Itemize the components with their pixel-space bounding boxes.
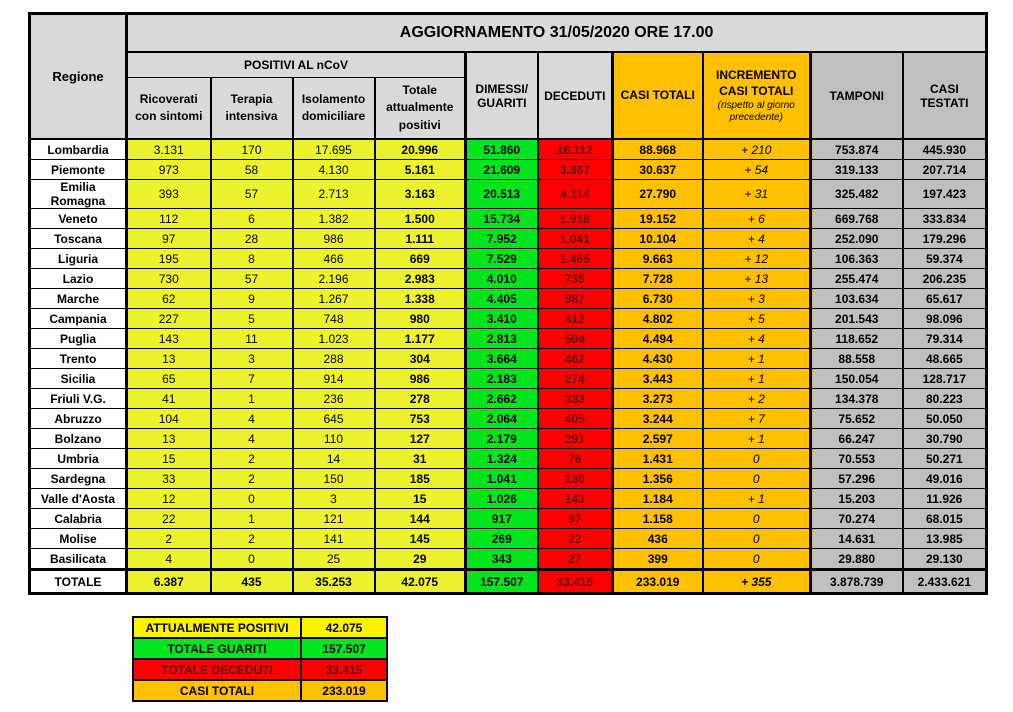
cell-deceduti: 405 [538,409,613,429]
cell-casi-testati: 59.374 [903,249,987,269]
cell-casi-testati: 98.096 [903,309,987,329]
cell-ricoverati-con-sintomi: 12 [127,489,211,509]
cell-casi-testati: 79.314 [903,329,987,349]
region-cell: Liguria [30,249,127,269]
cell-tamponi: 118.652 [811,329,903,349]
cell-terapia-intensiva: 1 [211,389,293,409]
cell-dimessi-guariti: 343 [466,549,538,570]
cell-isolamento-domiciliare: 914 [293,369,375,389]
table-row [30,529,987,549]
table-row [30,180,987,209]
table-row [30,409,987,429]
region-cell: Emilia Romagna [30,180,127,209]
region-cell: Trento [30,349,127,369]
cell-isolamento-domiciliare: 121 [293,509,375,529]
cell-casi-testati: 333.834 [903,209,987,229]
cell-isolamento-domiciliare: 1.382 [293,209,375,229]
cell-dimessi-guariti: 2.813 [466,329,538,349]
cell-incremento-casi-totali: + 1 [703,429,811,449]
cell-casi-totali: 233.019 [613,570,703,594]
cell-incremento-casi-totali: 0 [703,469,811,489]
cell-casi-testati: 29.130 [903,549,987,570]
cell-deceduti: 97 [538,509,613,529]
cell-tamponi: 70.553 [811,449,903,469]
cell-incremento-casi-totali: + 1 [703,489,811,509]
cell-casi-testati: 50.271 [903,449,987,469]
cell-casi-totali: 4.494 [613,329,703,349]
table-row [30,309,987,329]
table-row [30,139,987,160]
cell-casi-testati: 206.235 [903,269,987,289]
cell-incremento-casi-totali: + 13 [703,269,811,289]
region-cell: Campania [30,309,127,329]
col-header-terapia-intensiva: Terapia intensiva [211,78,293,140]
cell-casi-testati: 128.717 [903,369,987,389]
cell-totale-attualmente-positivi: 29 [375,549,466,570]
cell-tamponi: 57.296 [811,469,903,489]
cell-casi-testati: 48.665 [903,349,987,369]
cell-casi-testati: 207.714 [903,160,987,180]
cell-deceduti: 76 [538,449,613,469]
col-header-totale-positivi: Totale attualmente positivi [375,78,466,140]
cell-totale-attualmente-positivi: 42.075 [375,570,466,594]
cell-incremento-casi-totali: 0 [703,529,811,549]
cell-dimessi-guariti: 7.529 [466,249,538,269]
cell-totale-attualmente-positivi: 31 [375,449,466,469]
col-header-incremento [703,52,811,139]
cell-tamponi: 134.378 [811,389,903,409]
cell-totale-attualmente-positivi: 185 [375,469,466,489]
cell-ricoverati-con-sintomi: 13 [127,429,211,449]
cell-terapia-intensiva: 57 [211,180,293,209]
cell-ricoverati-con-sintomi: 104 [127,409,211,429]
region-cell: Veneto [30,209,127,229]
cell-deceduti: 3.867 [538,160,613,180]
cell-casi-totali: 27.790 [613,180,703,209]
cell-totale-attualmente-positivi: 669 [375,249,466,269]
cell-deceduti: 130 [538,469,613,489]
cell-dimessi-guariti: 21.609 [466,160,538,180]
col-header-deceduti: DECEDUTI [538,52,613,139]
cell-casi-totali: 4.430 [613,349,703,369]
table-row [30,449,987,469]
cell-incremento-casi-totali: + 7 [703,409,811,429]
col-header-dimessi-guariti: DIMESSI/ GUARITI [466,52,538,139]
cell-totale-attualmente-positivi: 278 [375,389,466,409]
region-cell: Bolzano [30,429,127,449]
cell-terapia-intensiva: 7 [211,369,293,389]
region-cell: Valle d'Aosta [30,489,127,509]
cell-isolamento-domiciliare: 2.713 [293,180,375,209]
table-row [30,469,987,489]
cell-dimessi-guariti: 157.507 [466,570,538,594]
cell-terapia-intensiva: 170 [211,139,293,160]
summary-value: 157.507 [301,638,387,659]
table-row [30,209,987,229]
cell-terapia-intensiva: 0 [211,549,293,570]
cell-ricoverati-con-sintomi: 41 [127,389,211,409]
table-row [30,549,987,570]
col-header-ricoverati: Ricoverati con sintomi [127,78,211,140]
table-title: AGGIORNAMENTO 31/05/2020 ORE 17.00 [127,14,987,53]
total-row [30,570,987,594]
cell-terapia-intensiva: 8 [211,249,293,269]
cell-casi-testati: 80.223 [903,389,987,409]
region-cell: Lazio [30,269,127,289]
cell-isolamento-domiciliare: 25 [293,549,375,570]
cell-tamponi: 103.634 [811,289,903,309]
cell-incremento-casi-totali: + 2 [703,389,811,409]
cell-casi-totali: 3.273 [613,389,703,409]
cell-dimessi-guariti: 3.664 [466,349,538,369]
cell-deceduti: 291 [538,429,613,449]
cell-tamponi: 15.203 [811,489,903,509]
region-cell: Calabria [30,509,127,529]
summary-label: TOTALE DECEDUTI [133,659,301,680]
region-column-header: Regione [30,14,127,140]
region-cell: Puglia [30,329,127,349]
cell-isolamento-domiciliare: 3 [293,489,375,509]
cell-dimessi-guariti: 20.513 [466,180,538,209]
cell-ricoverati-con-sintomi: 6.387 [127,570,211,594]
table-row [30,329,987,349]
col-header-casi-totali: CASI TOTALI [613,52,703,139]
cell-casi-testati: 30.790 [903,429,987,449]
cell-incremento-casi-totali: 0 [703,509,811,529]
table-row [30,229,987,249]
cell-terapia-intensiva: 6 [211,209,293,229]
cell-incremento-casi-totali: + 3 [703,289,811,309]
table-row [30,160,987,180]
incremento-title: INCREMENTO CASI TOTALI [716,67,797,98]
cell-tamponi: 325.482 [811,180,903,209]
cell-terapia-intensiva: 9 [211,289,293,309]
covid-region-table [28,12,988,595]
cell-casi-totali: 1.184 [613,489,703,509]
cell-totale-attualmente-positivi: 5.161 [375,160,466,180]
cell-incremento-casi-totali: + 210 [703,139,811,160]
cell-tamponi: 14.631 [811,529,903,549]
cell-isolamento-domiciliare: 1.023 [293,329,375,349]
cell-isolamento-domiciliare: 748 [293,309,375,329]
summary-value: 233.019 [301,680,387,701]
cell-isolamento-domiciliare: 14 [293,449,375,469]
region-cell: Friuli V.G. [30,389,127,409]
cell-terapia-intensiva: 5 [211,309,293,329]
cell-totale-attualmente-positivi: 986 [375,369,466,389]
cell-casi-totali: 436 [613,529,703,549]
cell-deceduti: 462 [538,349,613,369]
table-row [30,349,987,369]
cell-tamponi: 3.878.739 [811,570,903,594]
cell-terapia-intensiva: 2 [211,529,293,549]
cell-deceduti: 27 [538,549,613,570]
cell-isolamento-domiciliare: 236 [293,389,375,409]
cell-casi-totali: 399 [613,549,703,570]
region-cell: Toscana [30,229,127,249]
cell-dimessi-guariti: 2.662 [466,389,538,409]
summary-row-casi-totali [133,680,387,701]
group-header-row [30,52,987,78]
cell-tamponi: 66.247 [811,429,903,449]
cell-isolamento-domiciliare: 466 [293,249,375,269]
cell-casi-testati: 11.926 [903,489,987,509]
cell-totale-attualmente-positivi: 304 [375,349,466,369]
cell-casi-totali: 6.730 [613,289,703,309]
cell-dimessi-guariti: 1.026 [466,489,538,509]
cell-totale-attualmente-positivi: 127 [375,429,466,449]
col-header-casi-testati: CASI TESTATI [903,52,987,139]
cell-dimessi-guariti: 2.064 [466,409,538,429]
cell-deceduti: 333 [538,389,613,409]
cell-isolamento-domiciliare: 110 [293,429,375,449]
cell-ricoverati-con-sintomi: 195 [127,249,211,269]
table-row [30,489,987,509]
cell-totale-attualmente-positivi: 1.338 [375,289,466,309]
cell-dimessi-guariti: 2.179 [466,429,538,449]
cell-casi-testati: 49.016 [903,469,987,489]
cell-tamponi: 88.558 [811,349,903,369]
cell-casi-testati: 68.015 [903,509,987,529]
cell-tamponi: 753.874 [811,139,903,160]
cell-casi-totali: 88.968 [613,139,703,160]
cell-tamponi: 255.474 [811,269,903,289]
cell-casi-totali: 7.728 [613,269,703,289]
cell-terapia-intensiva: 1 [211,509,293,529]
cell-casi-totali: 10.104 [613,229,703,249]
cell-deceduti: 274 [538,369,613,389]
cell-tamponi: 252.090 [811,229,903,249]
region-cell: Basilicata [30,549,127,570]
cell-dimessi-guariti: 15.734 [466,209,538,229]
cell-totale-attualmente-positivi: 753 [375,409,466,429]
cell-totale-attualmente-positivi: 15 [375,489,466,509]
table-row [30,369,987,389]
cell-terapia-intensiva: 11 [211,329,293,349]
cell-totale-attualmente-positivi: 1.111 [375,229,466,249]
cell-incremento-casi-totali: + 355 [703,570,811,594]
cell-tamponi: 319.133 [811,160,903,180]
cell-deceduti: 1.465 [538,249,613,269]
region-cell: Piemonte [30,160,127,180]
cell-ricoverati-con-sintomi: 13 [127,349,211,369]
cell-terapia-intensiva: 435 [211,570,293,594]
cell-isolamento-domiciliare: 150 [293,469,375,489]
table-row [30,269,987,289]
cell-terapia-intensiva: 4 [211,429,293,449]
cell-casi-totali: 2.597 [613,429,703,449]
cell-tamponi: 70.274 [811,509,903,529]
cell-dimessi-guariti: 7.952 [466,229,538,249]
cell-casi-testati: 50.050 [903,409,987,429]
cell-tamponi: 106.363 [811,249,903,269]
region-cell: Sardegna [30,469,127,489]
cell-casi-totali: 3.443 [613,369,703,389]
cell-casi-totali: 4.802 [613,309,703,329]
cell-deceduti: 1.041 [538,229,613,249]
cell-incremento-casi-totali: + 1 [703,369,811,389]
cell-isolamento-domiciliare: 2.196 [293,269,375,289]
cell-totale-attualmente-positivi: 1.500 [375,209,466,229]
cell-ricoverati-con-sintomi: 227 [127,309,211,329]
table-row [30,289,987,309]
region-cell: Abruzzo [30,409,127,429]
cell-deceduti: 1.918 [538,209,613,229]
cell-casi-totali: 3.244 [613,409,703,429]
table-row [30,429,987,449]
summary-row-attualmente-positivi [133,617,387,638]
summary-label: CASI TOTALI [133,680,301,701]
cell-isolamento-domiciliare: 645 [293,409,375,429]
cell-tamponi: 201.543 [811,309,903,329]
cell-deceduti: 735 [538,269,613,289]
cell-dimessi-guariti: 917 [466,509,538,529]
cell-tamponi: 150.054 [811,369,903,389]
region-cell: Sicilia [30,369,127,389]
cell-ricoverati-con-sintomi: 33 [127,469,211,489]
cell-terapia-intensiva: 2 [211,449,293,469]
cell-ricoverati-con-sintomi: 973 [127,160,211,180]
cell-isolamento-domiciliare: 4.130 [293,160,375,180]
cell-isolamento-domiciliare: 986 [293,229,375,249]
region-cell: Lombardia [30,139,127,160]
cell-terapia-intensiva: 3 [211,349,293,369]
cell-ricoverati-con-sintomi: 22 [127,509,211,529]
cell-isolamento-domiciliare: 35.253 [293,570,375,594]
cell-incremento-casi-totali: + 4 [703,229,811,249]
col-header-tamponi: TAMPONI [811,52,903,139]
positivi-group-header: POSITIVI AL nCoV [127,52,466,78]
cell-deceduti: 143 [538,489,613,509]
summary-value: 33.415 [301,659,387,680]
cell-deceduti: 504 [538,329,613,349]
cell-terapia-intensiva: 0 [211,489,293,509]
cell-terapia-intensiva: 57 [211,269,293,289]
cell-dimessi-guariti: 3.410 [466,309,538,329]
cell-incremento-casi-totali: + 5 [703,309,811,329]
incremento-subtitle: (rispetto al giorno precedente) [717,100,795,123]
cell-totale-attualmente-positivi: 145 [375,529,466,549]
cell-terapia-intensiva: 4 [211,409,293,429]
cell-ricoverati-con-sintomi: 15 [127,449,211,469]
cell-deceduti: 22 [538,529,613,549]
cell-ricoverati-con-sintomi: 143 [127,329,211,349]
cell-ricoverati-con-sintomi: 2 [127,529,211,549]
cell-ricoverati-con-sintomi: 97 [127,229,211,249]
cell-ricoverati-con-sintomi: 112 [127,209,211,229]
cell-incremento-casi-totali: 0 [703,449,811,469]
cell-totale-attualmente-positivi: 980 [375,309,466,329]
summary-table [132,616,388,702]
cell-casi-testati: 13.985 [903,529,987,549]
cell-isolamento-domiciliare: 288 [293,349,375,369]
cell-ricoverati-con-sintomi: 393 [127,180,211,209]
cell-ricoverati-con-sintomi: 4 [127,549,211,570]
cell-dimessi-guariti: 269 [466,529,538,549]
cell-isolamento-domiciliare: 141 [293,529,375,549]
summary-row-totale-deceduti [133,659,387,680]
table-row [30,389,987,409]
summary-label: TOTALE GUARITI [133,638,301,659]
cell-dimessi-guariti: 51.860 [466,139,538,160]
cell-dimessi-guariti: 4.405 [466,289,538,309]
cell-incremento-casi-totali: + 12 [703,249,811,269]
cell-totale-attualmente-positivi: 144 [375,509,466,529]
cell-incremento-casi-totali: + 6 [703,209,811,229]
cell-totale-attualmente-positivi: 20.996 [375,139,466,160]
cell-ricoverati-con-sintomi: 730 [127,269,211,289]
region-cell: Marche [30,289,127,309]
cell-casi-testati: 197.423 [903,180,987,209]
cell-incremento-casi-totali: 0 [703,549,811,570]
cell-casi-totali: 1.356 [613,469,703,489]
cell-deceduti: 33.415 [538,570,613,594]
cell-terapia-intensiva: 2 [211,469,293,489]
cell-casi-totali: 1.431 [613,449,703,469]
cell-deceduti: 4.114 [538,180,613,209]
cell-isolamento-domiciliare: 17.695 [293,139,375,160]
total-label: TOTALE [30,570,127,594]
cell-casi-testati: 2.433.621 [903,570,987,594]
cell-incremento-casi-totali: + 31 [703,180,811,209]
cell-terapia-intensiva: 58 [211,160,293,180]
table-row [30,509,987,529]
cell-incremento-casi-totali: + 1 [703,349,811,369]
cell-deceduti: 987 [538,289,613,309]
cell-dimessi-guariti: 2.183 [466,369,538,389]
cell-deceduti: 412 [538,309,613,329]
cell-casi-totali: 9.663 [613,249,703,269]
cell-ricoverati-con-sintomi: 65 [127,369,211,389]
summary-value: 42.075 [301,617,387,638]
cell-tamponi: 669.768 [811,209,903,229]
cell-dimessi-guariti: 1.324 [466,449,538,469]
cell-casi-testati: 445.930 [903,139,987,160]
cell-isolamento-domiciliare: 1.267 [293,289,375,309]
cell-casi-totali: 30.637 [613,160,703,180]
region-cell: Umbria [30,449,127,469]
summary-label: ATTUALMENTE POSITIVI [133,617,301,638]
table-row [30,249,987,269]
cell-incremento-casi-totali: + 4 [703,329,811,349]
title-row [30,14,987,53]
cell-totale-attualmente-positivi: 3.163 [375,180,466,209]
cell-dimessi-guariti: 4.010 [466,269,538,289]
summary-row-totale-guariti [133,638,387,659]
cell-deceduti: 16.112 [538,139,613,160]
cell-tamponi: 75.652 [811,409,903,429]
cell-casi-testati: 65.617 [903,289,987,309]
cell-casi-testati: 179.296 [903,229,987,249]
cell-dimessi-guariti: 1.041 [466,469,538,489]
cell-incremento-casi-totali: + 54 [703,160,811,180]
cell-totale-attualmente-positivi: 1.177 [375,329,466,349]
cell-casi-totali: 19.152 [613,209,703,229]
cell-casi-totali: 1.158 [613,509,703,529]
cell-totale-attualmente-positivi: 2.983 [375,269,466,289]
cell-ricoverati-con-sintomi: 3.131 [127,139,211,160]
cell-terapia-intensiva: 28 [211,229,293,249]
cell-ricoverati-con-sintomi: 62 [127,289,211,309]
cell-tamponi: 29.880 [811,549,903,570]
col-header-isolamento: Isolamento domiciliare [293,78,375,140]
region-cell: Molise [30,529,127,549]
